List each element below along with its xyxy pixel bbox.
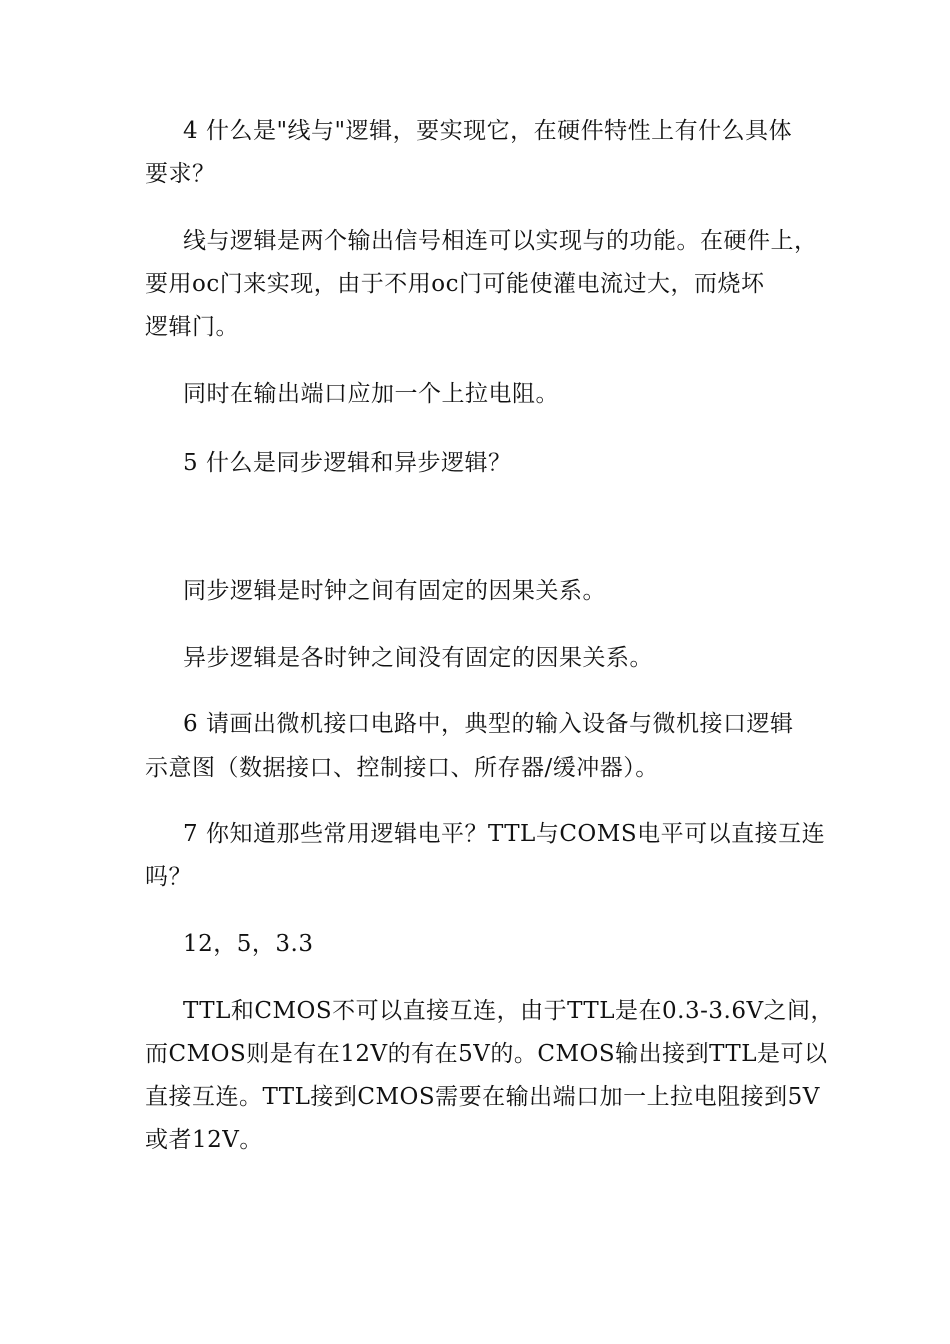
question-7-line-2: 吗？: [145, 864, 192, 890]
answer-4-line-1: 线与逻辑是两个输出信号相连可以实现与的功能。在硬件上，: [183, 228, 818, 254]
question-6-line-1: 6 请画出微机接口电路中，典型的输入设备与微机接口逻辑: [183, 711, 794, 737]
answer-7-levels: 12，5，3.3: [183, 931, 314, 957]
answer-4-note: 同时在输出端口应加一个上拉电阻。: [183, 381, 559, 407]
question-6-line-2: 示意图（数据接口、控制接口、所存器/缓冲器）。: [145, 755, 659, 781]
answer-5-async: 异步逻辑是各时钟之间没有固定的因果关系。: [183, 645, 653, 671]
answer-7-line-4: 或者12V。: [145, 1127, 263, 1153]
answer-7-line-2: 而CMOS则是有在12V的有在5V的。CMOS输出接到TTL是可以: [145, 1041, 828, 1067]
answer-4-line-2: 要用oc门来实现，由于不用oc门可能使灌电流过大，而烧坏: [145, 271, 765, 297]
question-7-line-1: 7 你知道那些常用逻辑电平？TTL与COMS电平可以直接互连: [183, 821, 826, 847]
answer-7-line-3: 直接互连。TTL接到CMOS需要在输出端口加一上拉电阻接到5V: [145, 1084, 820, 1110]
question-4-line-1: 4 什么是"线与"逻辑，要实现它，在硬件特性上有什么具体: [183, 118, 793, 144]
answer-7-line-1: TTL和CMOS不可以直接互连，由于TTL是在0.3-3.6V之间，: [183, 998, 835, 1024]
answer-4-line-3: 逻辑门。: [145, 314, 239, 340]
answer-5-sync: 同步逻辑是时钟之间有固定的因果关系。: [183, 578, 606, 604]
question-4-line-2: 要求？: [145, 161, 216, 187]
question-5-line-1: 5 什么是同步逻辑和异步逻辑？: [183, 450, 512, 476]
